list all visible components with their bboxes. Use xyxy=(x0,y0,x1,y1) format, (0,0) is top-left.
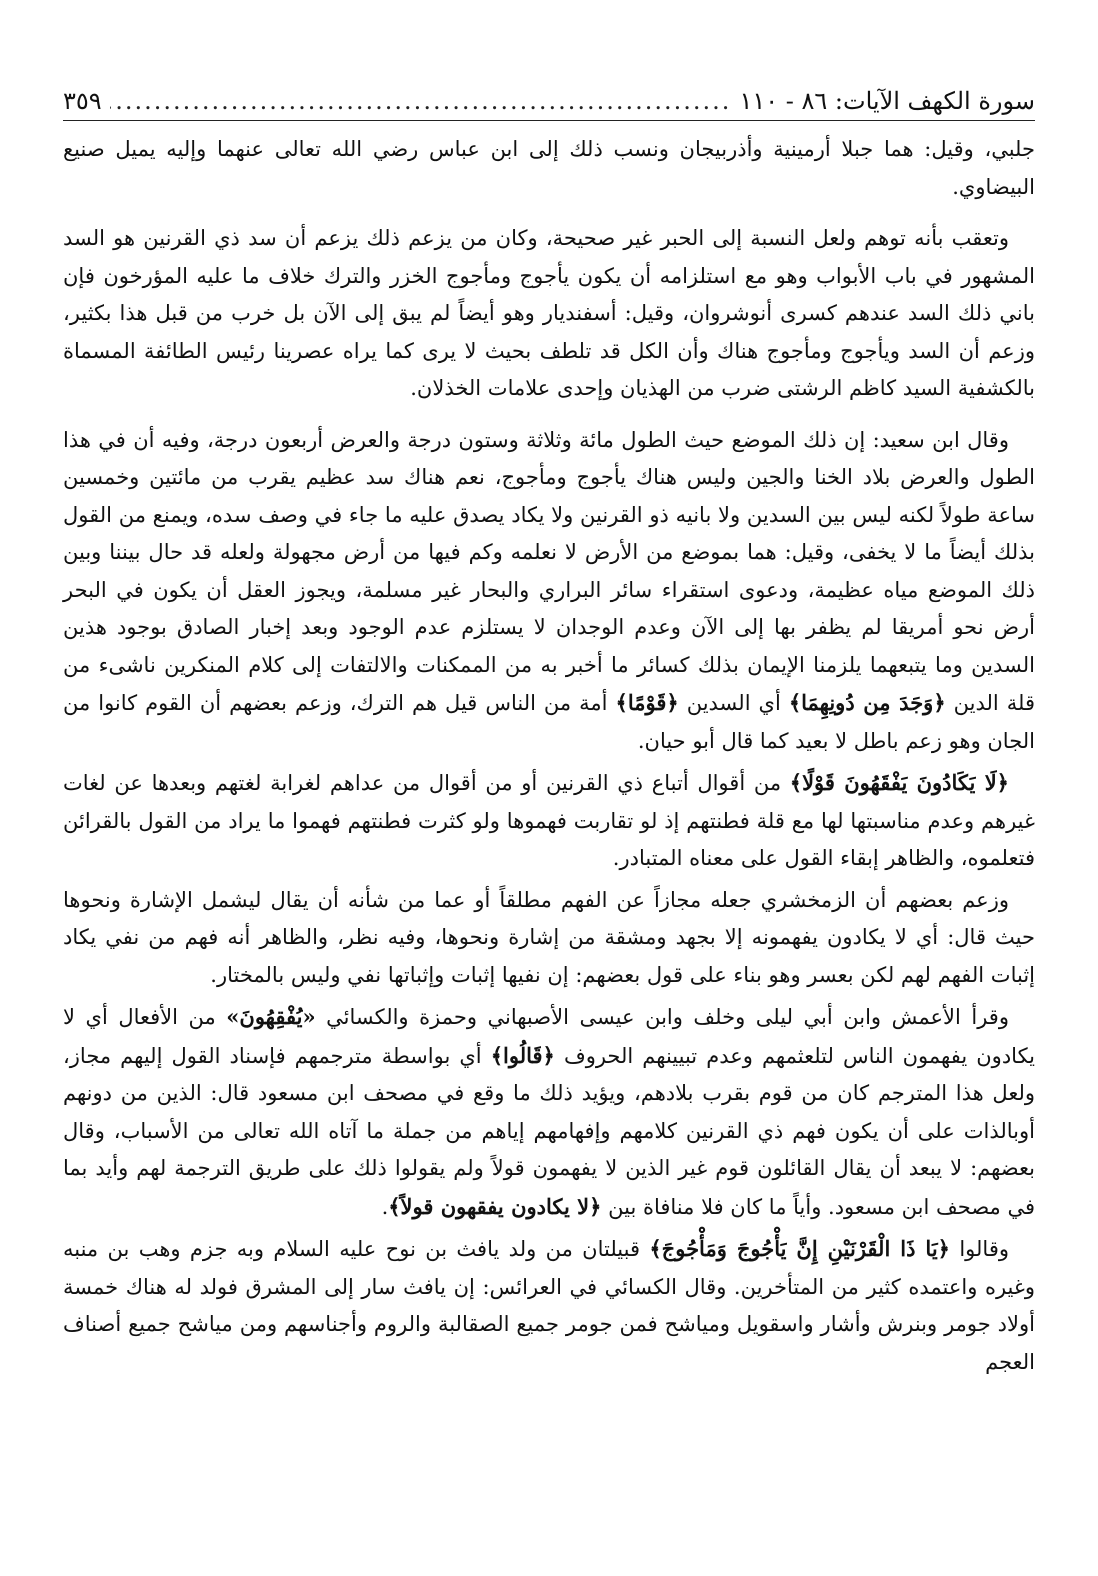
paragraph-7-start: وقالوا xyxy=(959,1237,1010,1261)
paragraph-3 xyxy=(63,422,1035,761)
paragraph-6-cont: من الأفعال أي لا يكادون يفهمون الناس لتلعثمهم وعدم تبيينهم الحروف xyxy=(63,1005,1036,1068)
paragraph-5: وزعم بعضهم أن الزمخشري جعله مجازاً عن الفهم مطلقاً أو عما من شأنه أن يقال ليشمل الإشارة ونحوها حيث قال: أي لا يكادون يفهمونه إلا بجهد ومشقة من إشارة ونحوها، وفيه نظر، والظاهر أنه فهم من نفي يكاد إثبات الفهم لهم لكن بعسر وهو بناء على قول بعضهم: إن نفيها إثبات وإثباتها نفي وليس بالمختار. xyxy=(63,887,1035,987)
running-header xyxy=(63,86,1035,121)
quran-quote-la-yakaduna-plain: ﴿لا يكادون يفقهون قولاً﴾ xyxy=(388,1193,602,1219)
page-number: ٣٥٩ xyxy=(63,87,102,115)
header-title: سورة الكهف الآيات: ٨٦ - ١١٠ xyxy=(739,87,1035,115)
quran-quote-ya-dhal-qarnayn: ﴿يَا ذَا الْقَرْنَيْنِ إِنَّ يَأْجُوجَ وَمَأْجُوجَ﴾ xyxy=(649,1236,950,1261)
paragraph-6-cont2: أي بواسطة مترجمهم فإسناد القول إليهم مجاز، ولعل هذا المترجم كان من قوم بقرب بلادهم، ويؤيد ذلك ما وقع في مصحف ابن مسعود قال: الذين من دونهم أوبالذات على أن يكون فهم ذي القرنين كلامهم وإفهامهم إياهم من جملة ما آتاه الله تعالى من الأسباب، وقال بعضهم: لا يبعد أن يقال القائلون قوم غير الذين لا يفهمون قولاً ولم يقولوا ذلك على طريق الترجمة لهم وأيد بما في مصحف ابن مسعود. وأياً ما كان فلا منافاة بين xyxy=(63,1043,1035,1219)
quran-quote-la-yakaduna: ﴿لَا يَكَادُونَ يَفْقَهُونَ قَوْلًا﴾ xyxy=(789,770,1009,795)
header-leader-dots xyxy=(110,86,732,116)
quran-quote-wajada: ﴿وَجَدَ مِن دُونِهِمَا﴾ xyxy=(788,690,946,715)
paragraph-3-text: وقال ابن سعيد: إن ذلك الموضع حيث الطول مائة وثلاثة وستون درجة والعرض أربعون درجة، وفيه أن في هذا الطول والعرض بلاد الخنا والجين وليس هناك يأجوج ومأجوج، نعم هناك سد عظيم يقرب من مائتين وخمسين ساعة طولاً لكنه ليس بين السدين ولا بانيه ذو القرنين ولا يكاد يصدق عليه ما جاء في وصف سده، ويمنع من القول بذلك أيضاً ما لا يخفى، وقيل: هما بموضع من الأرض لا نعلمه وكم فيها من أرض مجهولة ولعله قد حال بيننا وبين ذلك الموضع مياه عظيمة، ودعوى استقراء سائر البراري والبحار غير مسلمة، ويجوز العقل أن يكون في البحر أرض نحو أمريقا لم يظفر بها إلى الآن وعدم الوجدان لا يستلزم عدم الوجود وبعد إخبار الصادق بوجود هذين السدين وما يتبعهما يلزمنا الإيمان بذلك كسائر ما أخبر به من الممكنات والالتفات إلى كلام المنكرين ناشىء من قلة الدين xyxy=(63,427,1035,715)
paragraph-4 xyxy=(63,764,1035,878)
paragraph-2: وتعقب بأنه توهم ولعل النسبة إلى الحبر غير صحيحة، وكان من يزعم ذلك يزعم أن سد ذي القرنين هو السد المشهور في باب الأبواب وهو مع استلزامه أن يكون يأجوج ومأجوج الخزر والترك خلاف ما عليه المؤرخون فإن باني ذلك السد عندهم كسرى أنوشروان، وقيل: أسفنديار وهو أيضاً لم يبق إلى الآن بل خرب من قبل هذا بكثير، وزعم أن السد ويأجوج ومأجوج هناك وأن الكل قد تلطف بحيث لا يرى كما يراه عصرينا رئيس الطائفة المسماة بالكشفية السيد كاظم الرشتى ضرب من الهذيان وإحدى علامات الخذلان. xyxy=(63,226,1035,400)
paragraph-3-cont: أي السدين xyxy=(686,691,781,715)
qiraah-yufqihuna: «يُفْقِهُونَ» xyxy=(226,1004,316,1029)
paragraph-1: جلبي، وقيل: هما جبلا أرمينية وأذربيجان ونسب ذلك إلى ابن عباس رضي الله تعالى عنهما وإليه يميل صنيع البيضاوي. xyxy=(63,137,1035,199)
paragraph-6-text: وقرأ الأعمش وابن أبي ليلى وخلف وابن عيسى الأصبهاني وحمزة والكسائي xyxy=(326,1005,1009,1029)
quran-quote-qawman: ﴿قَوْمًا﴾ xyxy=(615,690,679,715)
quran-quote-qalu: ﴿قَالُوا﴾ xyxy=(490,1042,555,1068)
paragraph-4-text: من أقوال أتباع ذي القرنين أو من أقوال من عداهم لغرابة لغتهم وبعدها عن لغات غيرهم وعدم مناسبتها لها مع قلة فطنتهم إذ لو تقاربت فهموها ولو كثرت فطنتهم فهموا ما يراد من القول بالقرائن فتعلموه، والظاهر إبقاء القول على معناه المتبادر. xyxy=(63,771,1035,870)
paragraph-3-end: أمة من الناس قيل هم الترك، وزعم بعضهم أن القوم كانوا من الجان وهو زعم باطل لا بعيد كما قال أبو حيان. xyxy=(63,691,1035,753)
paragraph-7-text: قبيلتان من ولد يافث بن نوح عليه السلام وبه جزم وهب بن منبه وغيره واعتمده كثير من المتأخرين. وقال الكسائي في العرائس: إن يافث سار إلى المشرق فولد له هناك خمسة أولاد جومر وبنرش وأشار واسقويل ومياشح فمن جومر جميع الصقالبة والروم وأجناسهم ومن مياشح جميع أصناف العجم xyxy=(63,1237,1035,1374)
paragraph-7 xyxy=(63,1230,1035,1381)
paragraph-6: وقرأ الأعمش وابن أبي ليلى وخلف وابن عيسى الأصبهاني وحمزة والكسائي «يُفْقِهُونَ» من الأفعال أي لا يكادون يفهمون الناس لتلعثمهم وعدم تبيينهم الحروف ﴿قَالُوا﴾ أي بواسطة مترجمهم فإسناد القول إليهم مجاز، ولعل هذا المترجم كان من قوم بقرب بلادهم، ويؤيد ذلك ما وقع في مصحف ابن مسعود قال: الذين من دونهم أوبالذات على أن يكون فهم ذي القرنين كلامهم وإفهامهم إياهم من جملة ما آتاه الله تعالى من الأسباب، وقال بعضهم: لا يبعد أن يقال القائلون قوم غير الذين لا يفهمون قولاً ولم يقولوا ذلك على طريق الترجمة لهم وأيد بما في مصحف ابن مسعود. وأياً ما كان فلا منافاة بين ﴿لا يكادون يفقهون قولاً﴾. xyxy=(63,1004,1036,1219)
